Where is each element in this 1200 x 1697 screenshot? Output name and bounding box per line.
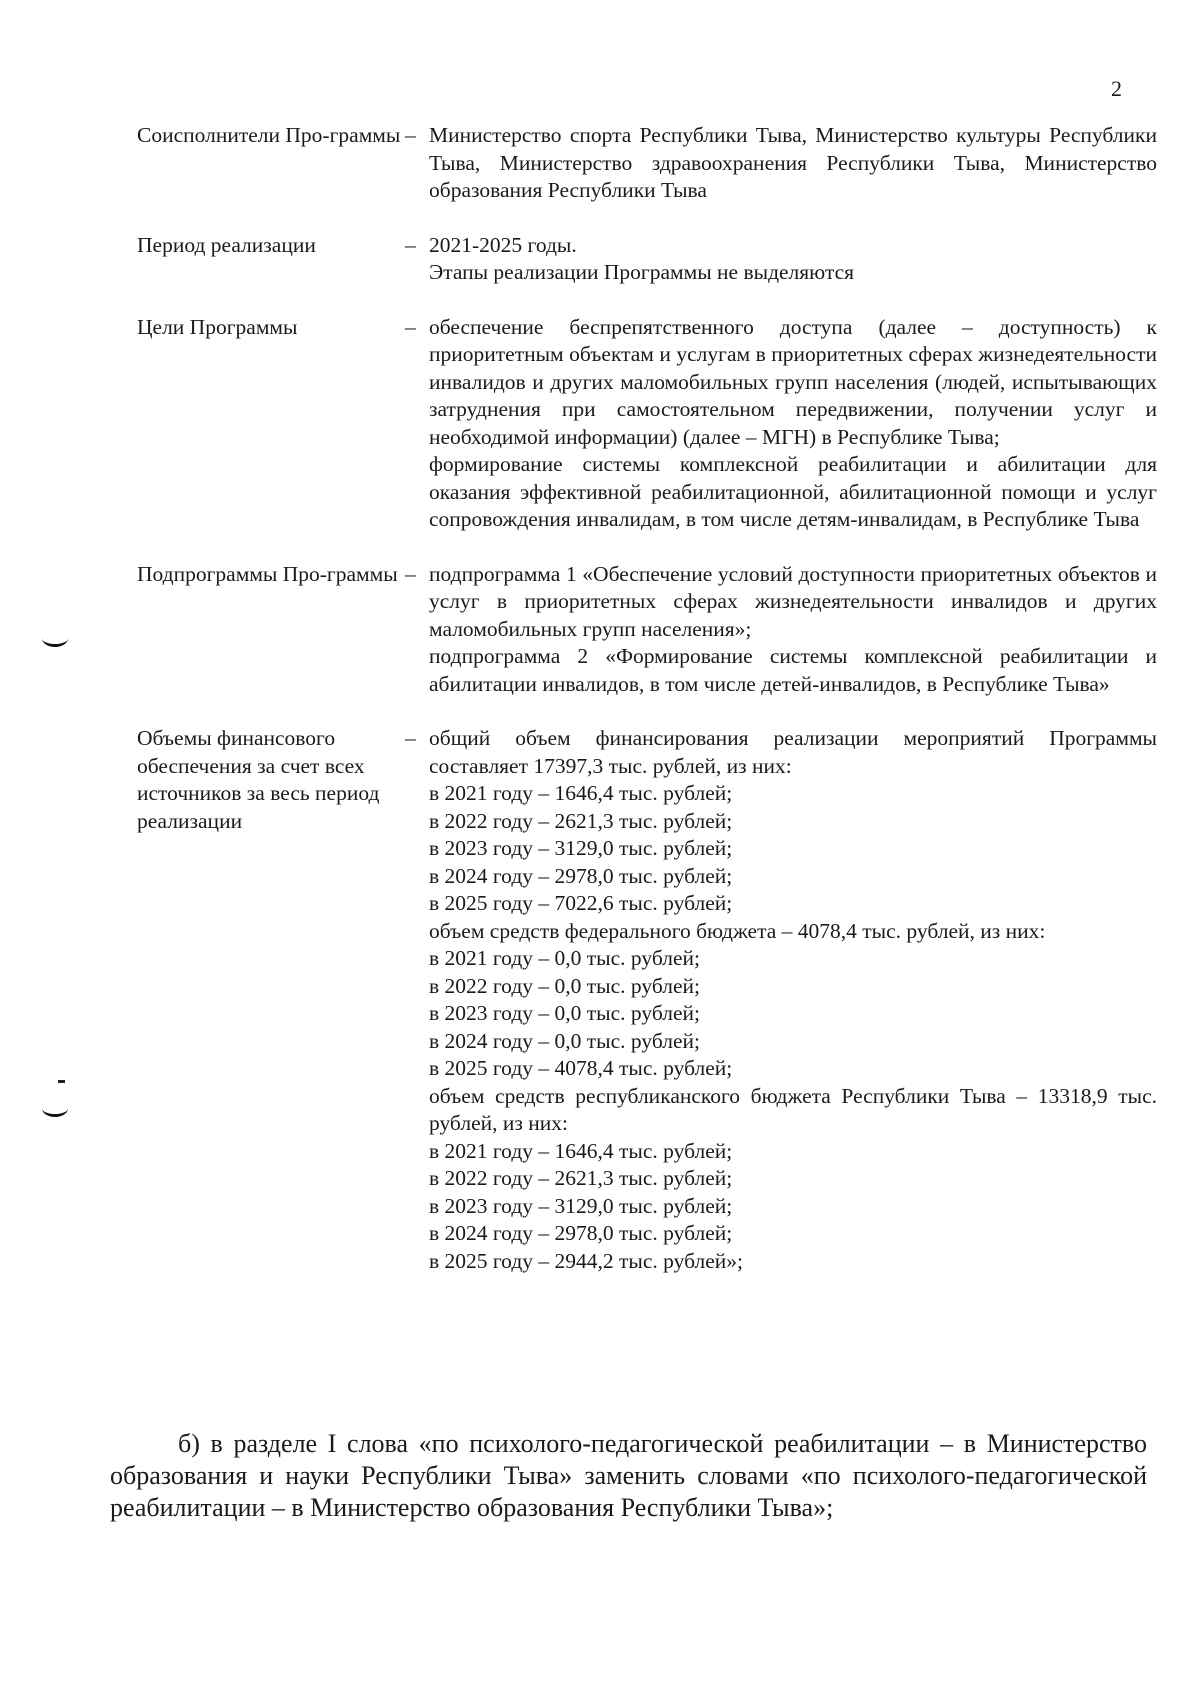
value-paragraph: в 2023 году – 3129,0 тыс. рублей;	[429, 836, 733, 860]
value-paragraph: в 2024 году – 2978,0 тыс. рублей;	[429, 863, 733, 888]
value-paragraph: общий объем финансирования реализации мероприятий Программы составляет 17397,3 тыс. рублей, из них:	[429, 726, 1157, 778]
value-paragraph: 2021-2025 годы.	[429, 232, 577, 257]
passport-row-period	[137, 232, 1157, 287]
row-dash: –	[405, 232, 416, 257]
value-paragraph: в 2025 году – 2944,2 тыс. рублей»;	[429, 1248, 743, 1273]
passport-row-subprograms	[137, 561, 1157, 699]
row-dash: –	[405, 314, 416, 339]
row-value	[429, 561, 1157, 699]
value-paragraph: подпрограмма 2 «Формирование системы комплексной реабилитации и абилитации инвалидов, в том числе детей-инвалидов, в Республике Тыва»	[429, 644, 1157, 696]
value-paragraph: в 2021 году – 1646,4 тыс. рублей;	[429, 1138, 733, 1163]
value-paragraph: обеспечение беспрепятственного доступа (далее – доступность) к приоритетным объектам и услугам в приоритетных сферах жизнедеятельности инвалидов и других маломобильных групп населения (людей, испытывающих затруднения при самостоятельном передвижении, получении услуг и необходимой информации) (далее – МГН) в Республике Тыва;	[429, 314, 1157, 449]
row-value	[429, 232, 1157, 287]
value-paragraph: Этапы реализации Программы не выделяются	[429, 260, 855, 284]
value-paragraph: Министерство спорта Республики Тыва, Министерство культуры Республики Тыва, Министерство здравоохранения Республики Тыва, Министерство образования Республики Тыва	[429, 123, 1157, 202]
value-paragraph: в 2021 году – 1646,4 тыс. рублей;	[429, 781, 733, 805]
value-paragraph: в 2021 году – 0,0 тыс. рублей;	[429, 946, 700, 970]
row-dash: –	[405, 561, 416, 586]
row-label: Соисполнители Про-граммы	[137, 123, 401, 147]
page-number: 2	[1111, 76, 1122, 101]
value-paragraph: в 2024 году – 0,0 тыс. рублей;	[429, 1028, 700, 1053]
value-paragraph: в 2022 году – 2621,3 тыс. рублей;	[429, 808, 733, 833]
value-paragraph: в 2024 году – 2978,0 тыс. рублей;	[429, 1221, 733, 1245]
scan-tick-decoration	[58, 1080, 65, 1083]
row-label: Цели Программы	[137, 314, 298, 339]
row-label: Объемы финансового обеспечения за счет всех источников за весь период реализации	[137, 726, 380, 833]
amendment-paragraph: б) в разделе I слова «по психолого-педагогической реабилитации – в Министерство образования и науки Республики Тыва» заменить словами «по психолого-педагогической реабилитации – в Министерство образования Республики Тыва»;	[110, 1429, 1147, 1522]
row-dash: –	[405, 726, 416, 750]
punch-mark-decoration	[42, 630, 68, 647]
value-paragraph: в 2023 году – 3129,0 тыс. рублей;	[429, 1193, 733, 1218]
punch-mark-decoration	[42, 1100, 68, 1117]
value-paragraph: в 2025 году – 7022,6 тыс. рублей;	[429, 891, 733, 915]
value-paragraph: в 2023 году – 0,0 тыс. рублей;	[429, 1001, 700, 1025]
program-passport-table	[137, 122, 1157, 1275]
value-paragraph: объем средств республиканского бюджета Республики Тыва – 13318,9 тыс. рублей, из них:	[429, 1083, 1157, 1135]
passport-row-goals	[137, 314, 1157, 534]
row-value	[429, 725, 1157, 1275]
value-paragraph: подпрограмма 1 «Обеспечение условий доступности приоритетных объектов и услуг в приоритетных сферах жизнедеятельности инвалидов и других маломобильных групп населения»;	[429, 561, 1157, 641]
passport-row-funding	[137, 725, 1157, 1275]
row-value	[429, 314, 1157, 534]
value-paragraph: объем средств федерального бюджета – 4078,4 тыс. рублей, из них:	[429, 918, 1046, 943]
passport-row-coexecutors	[137, 122, 1157, 205]
value-paragraph: в 2022 году – 0,0 тыс. рублей;	[429, 973, 700, 998]
value-paragraph: в 2025 году – 4078,4 тыс. рублей;	[429, 1056, 733, 1080]
row-label: Подпрограммы Про-граммы	[137, 561, 398, 586]
row-label: Период реализации	[137, 232, 316, 257]
value-paragraph: формирование системы комплексной реабилитации и абилитации для оказания эффективной реабилитационной, абилитационной помощи и услуг сопровождения инвалидам, в том числе детям-инвалидам, в Республике Тыва	[429, 452, 1157, 531]
row-value	[429, 122, 1157, 205]
value-paragraph: в 2022 году – 2621,3 тыс. рублей;	[429, 1166, 733, 1190]
row-dash: –	[405, 123, 416, 147]
